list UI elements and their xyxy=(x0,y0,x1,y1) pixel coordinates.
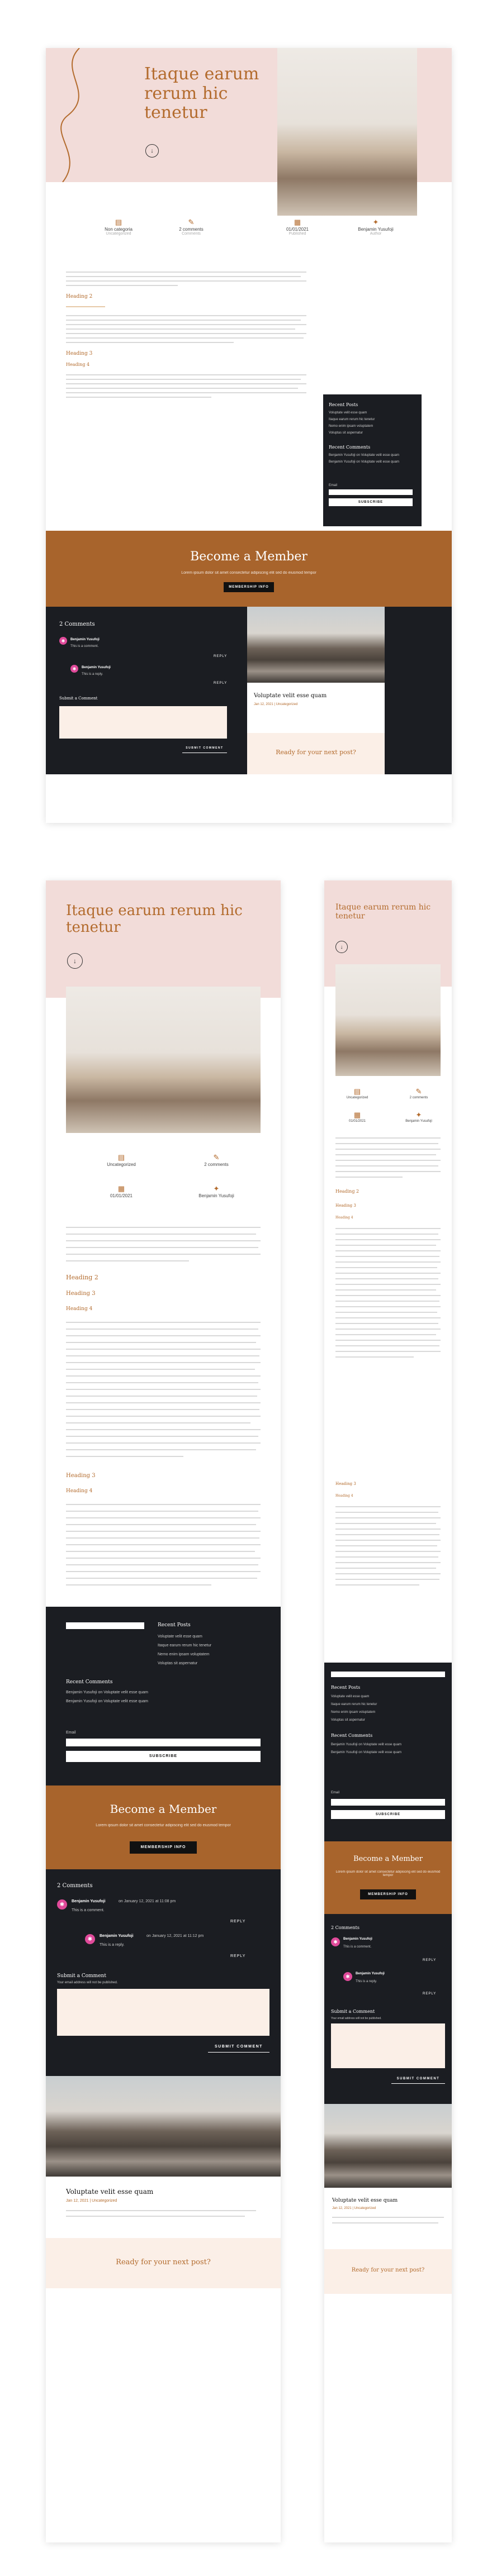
recent-post-link[interactable]: Voluptas sit aspernatur xyxy=(329,431,363,435)
calendar-icon: ▦ xyxy=(117,1184,125,1193)
arrow-down-icon: ↓ xyxy=(73,957,77,965)
post-title: Itaque earum rerum hic tenetur xyxy=(66,902,243,936)
related-post-meta: Jan 12, 2021 | Uncategorized xyxy=(66,2199,117,2203)
post-title: Itaque earum rerum hic tenetur xyxy=(335,903,431,921)
recent-post-link[interactable]: Nemo enim ipsam voluptatem xyxy=(329,425,373,428)
meta-author: ✦ Benjamin Yusufoji xyxy=(186,1184,247,1198)
search-input[interactable] xyxy=(331,1672,445,1677)
recent-comment-link[interactable]: Benjamin Yusufoji on Voluptate velit esse quam xyxy=(331,1743,401,1746)
folder-icon: ▤ xyxy=(117,1153,125,1161)
recent-comments-title: Recent Comments xyxy=(66,1679,113,1685)
submit-comment-button[interactable]: SUBMIT COMMENT xyxy=(182,746,227,753)
recent-post-link[interactable]: Itaque earum rerum hic tenetur xyxy=(329,418,375,421)
recent-posts-title: Recent Posts xyxy=(331,1685,361,1690)
comment-text: This is a reply. xyxy=(356,1980,377,1983)
scroll-down-button[interactable] xyxy=(145,144,159,158)
member-text: Lorem ipsum dolor sit amet consectetur adipiscing elit sed do eiusmod tempor xyxy=(181,571,316,575)
related-post-meta: Jan 12, 2021 | Uncategorized xyxy=(332,2207,376,2210)
folder-icon: ▤ xyxy=(353,1087,361,1096)
membership-info-button[interactable]: MEMBERSHIP INFO xyxy=(360,1889,416,1899)
tablet-preview xyxy=(46,880,281,2542)
comment-date: on January 12, 2021 at 11:12 pm xyxy=(146,1934,204,1938)
recent-post-link[interactable]: Voluptate velit esse quam xyxy=(158,1635,202,1639)
cta-text: Ready for your next post? xyxy=(276,749,356,756)
recent-post-link[interactable]: Nemo enim ipsam voluptatem xyxy=(331,1711,376,1714)
sidebar xyxy=(46,1607,281,1785)
comment-form-note: Your email address will not be published. xyxy=(331,2017,382,2020)
hero-section xyxy=(46,880,281,998)
calendar-icon: ▦ xyxy=(294,218,301,226)
meta-author: ✦ Benjamin Yusufoji xyxy=(394,1111,444,1123)
hero-section xyxy=(46,48,452,182)
comment-form-title: Submit a Comment xyxy=(57,1973,106,1979)
recent-comment-link[interactable]: Benjamin Yusufoji on Voluptate velit esse quam xyxy=(331,1751,401,1754)
recent-post-link[interactable]: Itaque earum rerum hic tenetur xyxy=(331,1703,377,1706)
recent-post-link[interactable]: Voluptas sit aspernatur xyxy=(158,1661,198,1665)
avatar: ✱ xyxy=(57,1899,67,1910)
comment-text: This is a reply. xyxy=(82,673,103,676)
cta-section xyxy=(247,733,385,774)
email-label: Email xyxy=(331,1791,340,1794)
calendar-icon: ▦ xyxy=(353,1111,361,1119)
subscribe-button[interactable]: SUBSCRIBE xyxy=(329,498,413,506)
submit-comment-button[interactable]: SUBMIT COMMENT xyxy=(208,2045,269,2053)
post-title: Itaque earum rerum hic tenetur xyxy=(144,64,259,122)
member-title: Become a Member xyxy=(110,1802,217,1816)
sidebar xyxy=(323,394,422,526)
subscribe-button[interactable]: SUBSCRIBE xyxy=(66,1751,261,1762)
meta-category: ▤ Non categoria Uncategorized xyxy=(85,218,152,236)
comment-text: This is a comment. xyxy=(72,1908,105,1912)
avatar: ✱ xyxy=(343,1972,352,1981)
email-input[interactable] xyxy=(66,1739,261,1746)
recent-comment-link[interactable]: Benjamin Yusufoji on Voluptate velit esse quam xyxy=(66,1691,148,1694)
related-post-image xyxy=(46,2076,281,2177)
related-post-card[interactable] xyxy=(46,2177,281,2238)
cta-text: Ready for your next post? xyxy=(351,2267,425,2273)
comment-icon: ✎ xyxy=(213,1153,220,1161)
author-icon: ✦ xyxy=(415,1111,422,1119)
post-body xyxy=(66,272,312,506)
avatar: ✱ xyxy=(70,665,78,673)
heading-4: Heading 4 xyxy=(335,1216,353,1220)
scroll-down-button[interactable] xyxy=(335,941,348,953)
comment-form-title: Submit a Comment xyxy=(331,2009,375,2014)
reply-button[interactable]: REPLY xyxy=(230,1954,246,1958)
comment-textarea[interactable] xyxy=(57,1989,269,2036)
comment-author[interactable]: Benjamin Yusufoji xyxy=(70,638,100,641)
comment-text: This is a comment. xyxy=(70,645,99,648)
related-post-card[interactable] xyxy=(247,683,385,733)
comment-textarea[interactable] xyxy=(59,706,227,739)
meta-comments: ✎ 2 comments xyxy=(394,1087,444,1099)
avatar: ✱ xyxy=(331,1937,340,1946)
meta-comments: ✎ 2 comments Comments xyxy=(158,218,225,236)
email-input[interactable] xyxy=(331,1799,445,1806)
comments-count: 2 Comments xyxy=(57,1883,93,1889)
member-section xyxy=(46,531,452,607)
related-post-title: Voluptate velit esse quam xyxy=(254,693,327,699)
recent-posts-title: Recent Posts xyxy=(158,1622,191,1628)
recent-comment-link[interactable]: Benjamin Yusufoji on Voluptate velit esse quam xyxy=(329,454,399,457)
recent-comment-link[interactable]: Benjamin Yusufoji on Voluptate velit esse quam xyxy=(329,460,399,464)
reply-button[interactable]: REPLY xyxy=(230,1920,246,1923)
meta-date: ▦ 01/01/2021 xyxy=(332,1111,382,1123)
member-text: Lorem ipsum dolor sit amet consectetur adipiscing elit sed do eiusmod tempor xyxy=(96,1823,231,1827)
recent-post-link[interactable]: Voluptate velit esse quam xyxy=(331,1695,370,1698)
scroll-down-button[interactable] xyxy=(67,953,83,969)
related-post-meta: Jan 12, 2021 | Uncategorized xyxy=(254,703,298,706)
recent-post-link[interactable]: Itaque earum rerum hic tenetur xyxy=(158,1644,212,1648)
heading-4: Heading 4 xyxy=(66,362,90,367)
cta-text: Ready for your next post? xyxy=(116,2258,211,2267)
member-title: Become a Member xyxy=(353,1855,423,1863)
avatar: ✱ xyxy=(59,637,67,645)
heading-2: Heading 2 xyxy=(66,1274,98,1281)
email-label: Email xyxy=(66,1731,76,1735)
comment-text: This is a comment. xyxy=(343,1945,372,1949)
heading-3: Heading 3 xyxy=(335,1482,356,1486)
reply-button[interactable]: REPLY xyxy=(214,682,228,685)
recent-comments-title: Recent Comments xyxy=(329,445,371,450)
hero-image xyxy=(66,987,261,1133)
recent-post-link[interactable]: Voluptas sit aspernatur xyxy=(331,1718,366,1722)
comment-form-title: Submit a Comment xyxy=(59,696,98,701)
hero-image xyxy=(335,964,441,1076)
comment-author[interactable]: Benjamin Yusufoji xyxy=(356,1972,385,1975)
comment-form-note: Your email address will not be published. xyxy=(57,1981,118,1984)
recent-posts-title: Recent Posts xyxy=(329,402,358,407)
member-text: Lorem ipsum dolor sit amet consectetur adipiscing elit sed do eiusmod tempor xyxy=(335,1870,441,1877)
comment-date: on January 12, 2021 at 11:08 pm xyxy=(119,1899,176,1903)
membership-info-button[interactable]: MEMBERSHIP INFO xyxy=(224,582,274,592)
meta-date: ▦ 01/01/2021 xyxy=(91,1184,152,1198)
heading-4: Heading 4 xyxy=(335,1494,353,1498)
related-post-image xyxy=(324,2104,452,2188)
related-post-title: Voluptate velit esse quam xyxy=(66,2188,154,2196)
comment-text: This is a reply. xyxy=(100,1943,125,1947)
meta-category: ▤ Uncategorized xyxy=(91,1153,152,1167)
comment-author[interactable]: Benjamin Yusufoji xyxy=(82,666,111,669)
comment-author[interactable]: Benjamin Yusufoji xyxy=(72,1899,106,1903)
membership-info-button[interactable]: MEMBERSHIP INFO xyxy=(130,1841,197,1854)
heading-4: Heading 4 xyxy=(66,1306,93,1312)
heading-2: Heading 2 xyxy=(66,294,93,299)
member-section xyxy=(46,1785,281,1869)
cta-section xyxy=(46,2238,281,2288)
sidebar xyxy=(324,1663,452,1841)
member-title: Become a Member xyxy=(190,550,308,564)
comment-icon: ✎ xyxy=(188,218,195,226)
arrow-down-icon: ↓ xyxy=(150,147,154,154)
mobile-preview xyxy=(324,880,452,2542)
heading-4: Heading 4 xyxy=(66,1488,93,1494)
heading-3: Heading 3 xyxy=(66,1473,96,1479)
comments-section xyxy=(46,1869,281,2076)
email-input[interactable] xyxy=(329,489,413,495)
meta-date: ▦ 01/01/2021 Published xyxy=(264,218,331,236)
search-input[interactable] xyxy=(66,1622,144,1629)
email-label: Email xyxy=(329,484,338,487)
folder-icon: ▤ xyxy=(115,218,122,226)
meta-author: ✦ Benjamin Yusufoji Author xyxy=(342,218,409,236)
recent-post-link[interactable]: Nemo enim ipsam voluptatem xyxy=(158,1653,210,1656)
meta-comments: ✎ 2 comments xyxy=(186,1153,247,1167)
comments-count: 2 Comments xyxy=(59,621,95,627)
hero-image xyxy=(277,48,417,216)
submit-comment-button[interactable]: SUBMIT COMMENT xyxy=(391,2077,445,2084)
comment-author[interactable]: Benjamin Yusufoji xyxy=(343,1937,372,1941)
related-post-title: Voluptate velit esse quam xyxy=(332,2198,398,2203)
meta-category: ▤ Uncategorized xyxy=(332,1087,382,1099)
related-post-image xyxy=(247,607,385,683)
heading-3: Heading 3 xyxy=(66,351,93,356)
desktop-preview xyxy=(46,48,452,823)
comment-author[interactable]: Benjamin Yusufoji xyxy=(100,1934,134,1938)
heading-3: Heading 3 xyxy=(335,1203,356,1208)
recent-comments-title: Recent Comments xyxy=(331,1733,373,1738)
reply-button[interactable]: REPLY xyxy=(423,1992,437,1996)
comment-textarea[interactable] xyxy=(331,2023,445,2068)
author-icon: ✦ xyxy=(372,218,379,226)
heading-3: Heading 3 xyxy=(66,1291,96,1297)
reply-button[interactable]: REPLY xyxy=(423,1959,437,1962)
subscribe-button[interactable]: SUBSCRIBE xyxy=(331,1810,445,1819)
arrow-down-icon: ↓ xyxy=(340,944,343,950)
heading-2: Heading 2 xyxy=(335,1189,359,1194)
author-icon: ✦ xyxy=(213,1184,220,1193)
decorative-swirl xyxy=(46,48,113,182)
post-body xyxy=(335,1137,441,1640)
recent-comment-link[interactable]: Benjamin Yusufoji on Voluptate velit esse quam xyxy=(66,1699,148,1703)
cta-section xyxy=(324,2249,452,2294)
member-section xyxy=(324,1841,452,1914)
related-post-card[interactable] xyxy=(324,2188,452,2249)
comment-icon: ✎ xyxy=(415,1087,422,1096)
comments-section xyxy=(324,1914,452,2104)
recent-post-link[interactable]: Voluptate velit esse quam xyxy=(329,411,367,415)
avatar: ✱ xyxy=(85,1934,95,1944)
reply-button[interactable]: REPLY xyxy=(214,655,228,658)
comments-count: 2 Comments xyxy=(331,1925,359,1930)
